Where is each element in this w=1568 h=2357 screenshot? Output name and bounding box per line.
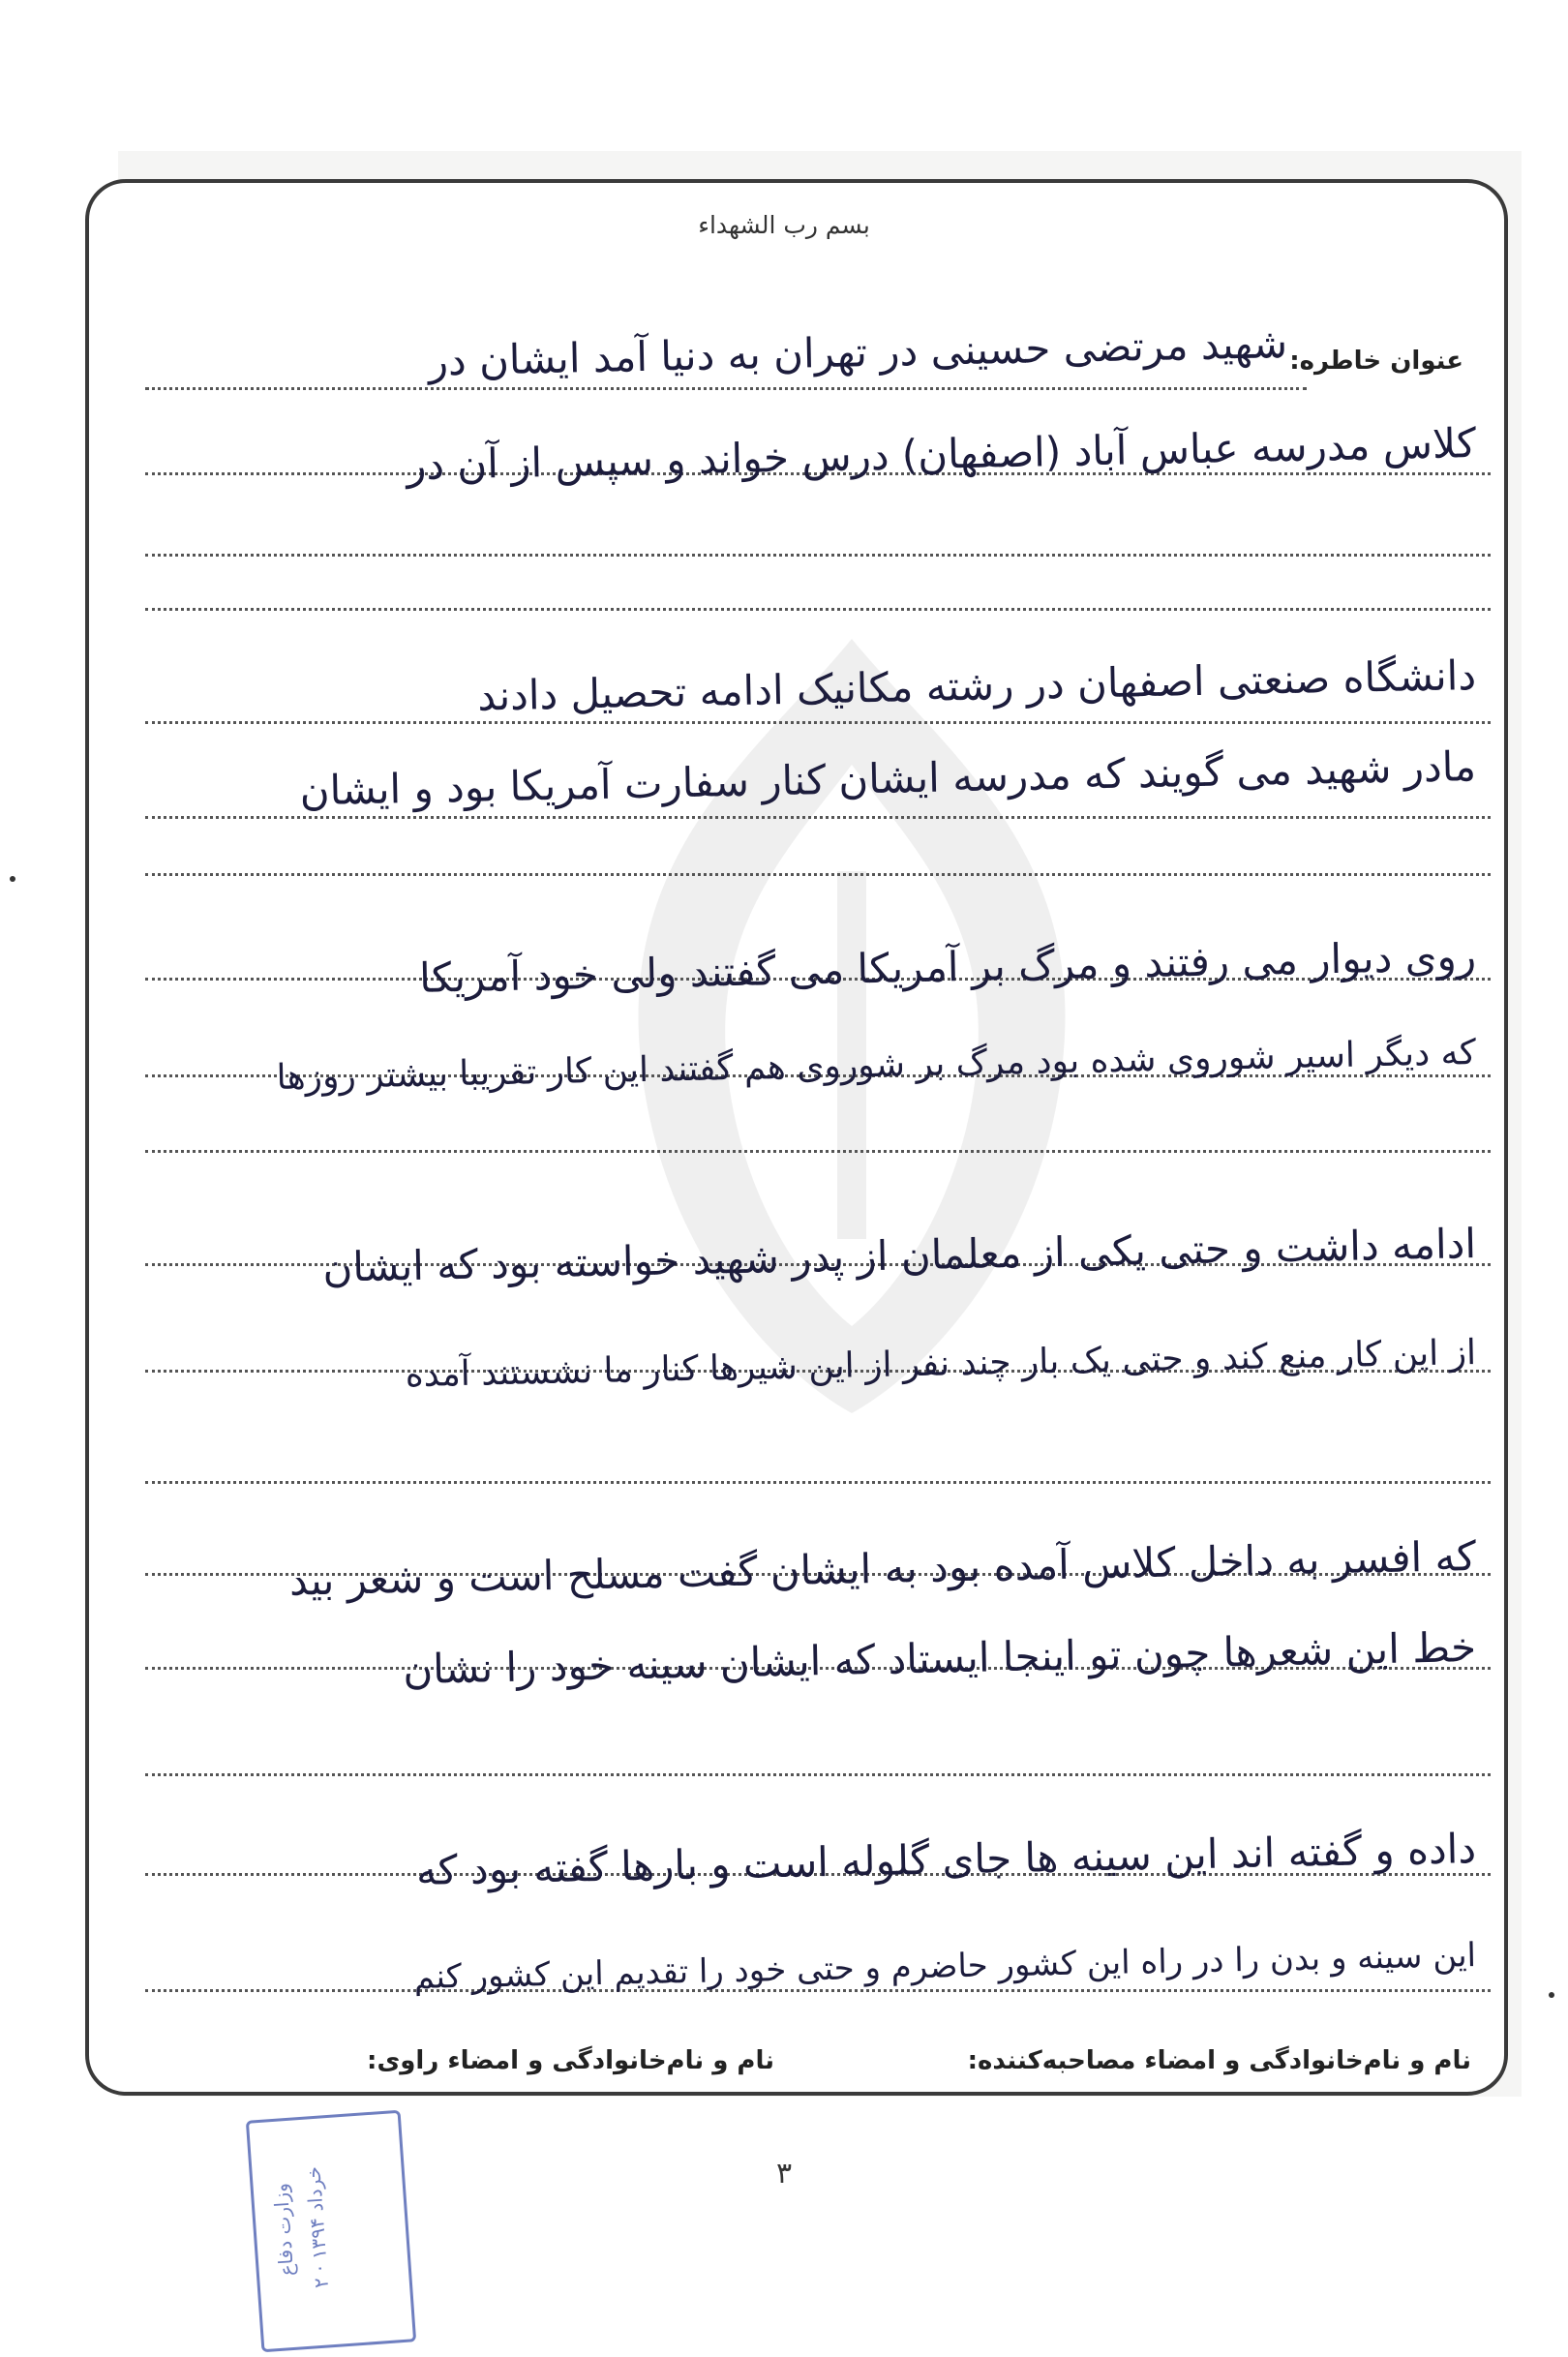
stamp-text-line: ۲ · خرداد ۱۳۹۴ (301, 2165, 334, 2289)
handwritten-line: که افسر به داخل کلاس آمده بود به ایشان گفت مسلح است و شعر بید (288, 1532, 1477, 1605)
handwritten-line: خط این شعرها چون تو اینجا ایستاد که ایشان سینه خود را نشان (402, 1623, 1477, 1694)
page-heading: بسم رب الشهداء (698, 211, 870, 239)
narrator-signature-label: نام و نام‌خانوادگی و امضاء راوی: (367, 2046, 774, 2075)
line-rule (145, 1150, 1491, 1153)
handwritten-line: از این کار منع کند و حتی یک بار چند نفر از این شیرها کنار ما نشستند آمده (405, 1333, 1477, 1396)
handwritten-line: ادامه داشت و حتی یکی از معلمان از پدر شهید خواسته بود که ایشان (321, 1220, 1477, 1291)
line-rule (145, 1481, 1491, 1484)
handwritten-line: روی دیوار می رفتند و مرگ بر آمریکا می گفتند ولی خود آمریکا (418, 932, 1477, 1002)
handwritten-line: که دیگر اسیر شوروی شده بود مرگ بر شوروی هم گفتند این کار تقریبا بیشتر روزها (276, 1033, 1477, 1098)
margin-dot (1549, 1992, 1554, 1998)
handwritten-line: داده و گفته اند این سینه ها جای گلوله است و بارها گفته بود که (415, 1825, 1477, 1894)
stamp-text-line: وزارت دفاع (268, 2182, 299, 2278)
handwritten-line: کلاس مدرسه عباس آباد (اصفهان) درس خواند و سپس از آن در (406, 419, 1477, 490)
margin-dot (10, 876, 15, 882)
interviewer-signature-label: نام و نام‌خانوادگی و امضاء مصاحبه‌کننده: (967, 2046, 1471, 2075)
handwritten-line: شهید مرتضی حسینی در تهران به دنیا آمد ایشان در (428, 319, 1288, 385)
memoir-title-label: عنوان خاطره: (1289, 347, 1463, 376)
handwritten-line: دانشگاه صنعتی اصفهان در رشته مکانیک ادامه تحصیل دادند (476, 651, 1477, 720)
line-rule (145, 554, 1491, 557)
handwritten-line: مادر شهید می گویند که مدرسه ایشان کنار سفارت آمریکا بود و ایشان (299, 742, 1477, 815)
line-rule (145, 608, 1491, 611)
handwritten-line: این سینه و بدن را در راه این کشور حاضرم و حتی خود را تقدیم این کشور کنم (413, 1936, 1477, 1997)
line-rule (145, 1773, 1491, 1776)
page-number: ۳ (775, 2157, 793, 2191)
archive-stamp (246, 2110, 416, 2353)
line-rule (145, 873, 1491, 876)
